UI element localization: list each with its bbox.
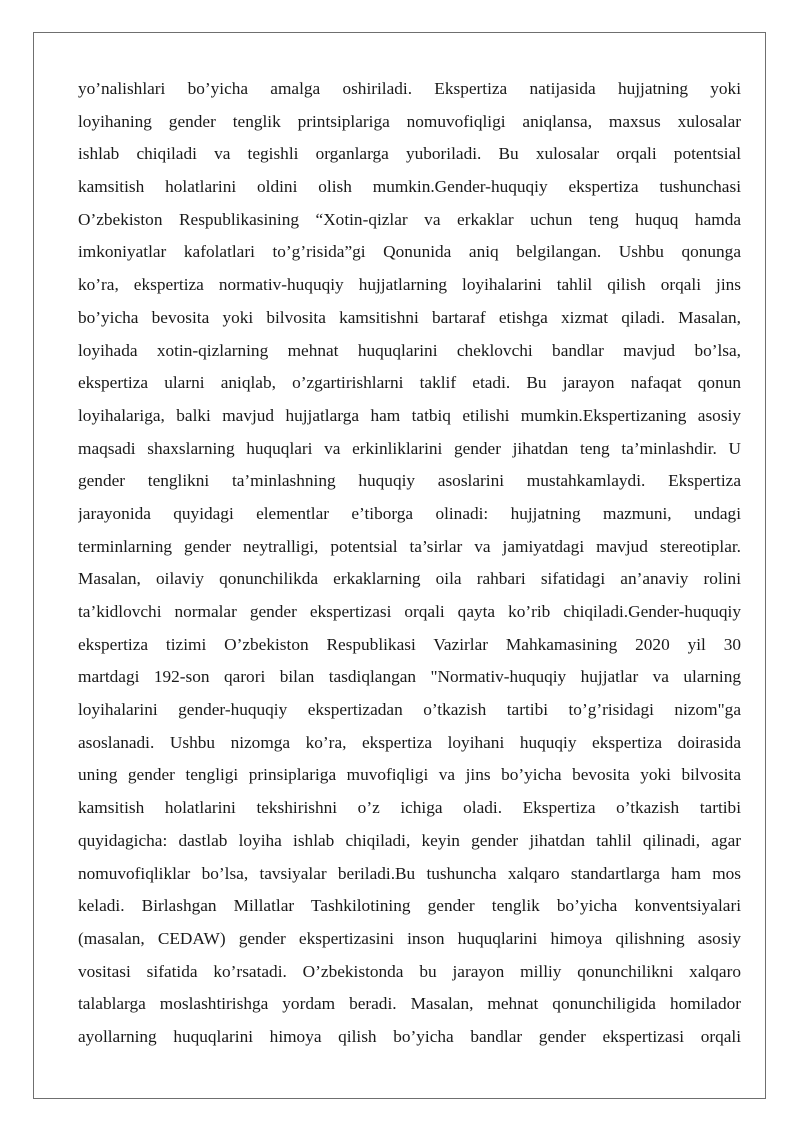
document-body [78,73,741,1054]
text-line: ishlab chiqiladi va tegishli organlarga yuboriladi. Bu xulosalar orqali potentsial [78,144,741,164]
text-line: nomuvofiqliklar bo’lsa, tavsiyalar beriladi.Bu tushuncha xalqaro standartlarga ham mos [78,863,741,883]
text-line: keladi. Birlashgan Millatlar Tashkilotining gender tenglik bo’yicha konventsiyalari [78,896,741,916]
text-line: imkoniyatlar kafolatlari to’g’risida”gi Qonunida aniq belgilangan. Ushbu qonunga [78,242,741,262]
text-line: ekspertiza tizimi O’zbekiston Respublikasi Vazirlar Mahkamasining 2020 yil 30 [78,634,741,654]
text-line: jarayonida quyidagi elementlar e’tiborga olinadi: hujjatning mazmuni, undagi [78,503,741,523]
text-line: asoslanadi. Ushbu nizomga ko’ra, ekspertiza loyihani huquqiy ekspertiza doirasida [78,732,741,752]
text-line: bo’yicha bevosita yoki bilvosita kamsitishni bartaraf etishga xizmat qiladi. Masalan, [78,307,741,327]
text-line: vositasi sifatida ko’rsatadi. O’zbekistonda bu jarayon milliy qonunchilikni xalqaro [78,961,741,981]
text-line: loyihaning gender tenglik printsiplariga nomuvofiqligi aniqlansa, maxsus xulosalar [78,111,741,131]
text-line: loyihalariga, balki mavjud hujjatlarga ham tatbiq etilishi mumkin.Ekspertizaning asosiy [78,405,741,425]
text-line: terminlarning gender neytralligi, potentsial ta’sirlar va jamiyatdagi mavjud stereotiplar. [78,536,741,556]
text-line: martdagi 192-son qarori bilan tasdiqlangan "Normativ-huquqiy hujjatlar va ularning [78,667,741,687]
text-line: Masalan, oilaviy qonunchilikda erkaklarning oila rahbari sifatidagi an’anaviy rolini [78,569,741,589]
text-line: talablarga moslashtirishga yordam beradi. Masalan, mehnat qonunchiligida homilador [78,994,741,1014]
text-line: O’zbekiston Respublikasining “Xotin-qizlar va erkaklar uchun teng huquq hamda [78,209,741,229]
text-line: maqsadi shaxslarning huquqlari va erkinliklarini gender jihatdan teng ta’minlashdir. U [78,438,741,458]
text-line: kamsitish holatlarini tekshirishni o’z ichiga oladi. Ekspertiza o’tkazish tartibi [78,798,741,818]
text-line: ayollarning huquqlarini himoya qilish bo’yicha bandlar gender ekspertizasi orqali [78,1026,741,1046]
text-line: loyihada xotin-qizlarning mehnat huquqlarini cheklovchi bandlar mavjud bo’lsa, [78,340,741,360]
text-line: (masalan, CEDAW) gender ekspertizasini inson huquqlarini himoya qilishning asosiy [78,928,741,948]
text-line: uning gender tengligi prinsiplariga muvofiqligi va jins bo’yicha bevosita yoki bilvosita [78,765,741,785]
text-line: loyihalarini gender-huquqiy ekspertizadan o’tkazish tartibi to’g’risidagi nizom"ga [78,700,741,720]
text-line: quyidagicha: dastlab loyiha ishlab chiqiladi, keyin gender jihatdan tahlil qilinadi, agar [78,830,741,850]
text-line: kamsitish holatlarini oldini olish mumkin.Gender-huquqiy ekspertiza tushunchasi [78,177,741,197]
text-line: ta’kidlovchi normalar gender ekspertizasi orqali qayta ko’rib chiqiladi.Gender-huquqiy [78,602,741,621]
text-line: gender tenglikni ta’minlashning huquqiy asoslarini mustahkamlaydi. Ekspertiza [78,471,741,491]
text-line: yo’nalishlari bo’yicha amalga oshiriladi. Ekspertiza natijasida hujjatning yoki [78,79,741,98]
text-line: ko’ra, ekspertiza normativ-huquqiy hujjatlarning loyihalarini tahlil qilish orqali jins [78,275,741,295]
text-line: ekspertiza ularni aniqlab, o’zgartirishlarni taklif etadi. Bu jarayon nafaqat qonun [78,373,741,393]
